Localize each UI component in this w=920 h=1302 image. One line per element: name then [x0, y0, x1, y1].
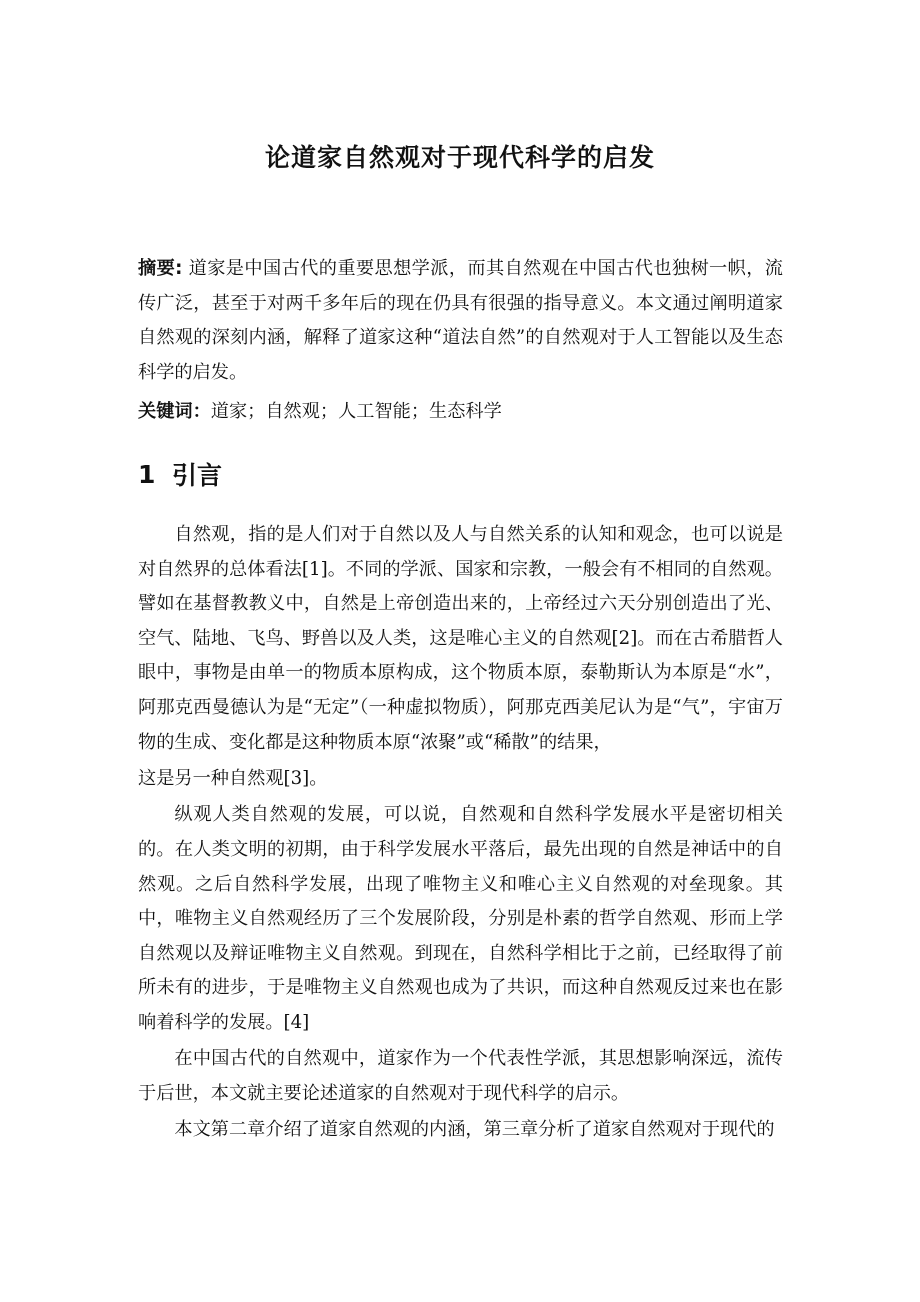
section-title: 引言 — [172, 461, 223, 490]
keywords-label: 关键词： — [138, 401, 211, 422]
body-text — [138, 518, 783, 1150]
section-number: 1 — [138, 459, 156, 489]
paragraph-3: 在中国古代的自然观中，道家作为一个代表性学派，其思想影响深远，流传于后世，本文就主要论述道家的自然观对于现代科学的启示。 — [138, 1048, 783, 1104]
paragraph-1-continuation: 这是另一种自然观[3]。 — [138, 767, 328, 789]
abstract — [138, 252, 783, 390]
keywords — [138, 395, 783, 430]
paragraph-4: 本文第二章介绍了道家自然观的内涵，第三章分析了道家自然观对于现代的 — [174, 1119, 775, 1141]
section-heading — [138, 456, 222, 492]
abstract-label: 摘要: — [138, 258, 183, 279]
paragraph-2: 纵观人类自然观的发展，可以说，自然观和自然科学发展水平是密切相关的。在人类文明的初期，由于科学发展水平落后，最先出现的自然是神话中的自然观。之后自然科学发展，出现了唯物主义和唯心主义自然观的对垒现象。其中，唯物主义自然观经历了三个发展阶段，分别是朴素的哲学自然观、形而上学自然观以及辩证唯物主义自然观。到现在，自然科学相比于之前，已经取得了前所未有的进步，于是唯物主义自然观也成为了共识，而这种自然观反过来也在影响着科学的发展。[4] — [138, 804, 783, 1033]
keywords-text: 道家；自然观；人工智能；生态科学 — [210, 401, 502, 422]
abstract-text: 道家是中国古代的重要思想学派，而其自然观在中国古代也独树一帜，流传广泛，甚至于对两千多年后的现在仍具有很强的指导意义。本文通过阐明道家自然观的深刻内涵，解释了道家这种“道法自然”的自然观对于人工智能以及生态科学的启发。 — [138, 258, 783, 383]
paragraph-1: 自然观，指的是人们对于自然以及人与自然关系的认知和观念，也可以说是对自然界的总体看法[1]。不同的学派、国家和宗教，一般会有不相同的自然观。譬如在基督教教义中，自然是上帝创造出来的，上帝经过六天分别创造出了光、空气、陆地、飞鸟、野兽以及人类，这是唯心主义的自然观[2]。而在古希腊哲人眼中，事物是由单一的物质本原构成，这个物质本原，泰勒斯认为本原是“水”，阿那克西曼德认为是“无定”（一种虚拟物质），阿那克西美尼认为是“气”，宇宙万物的生成、变化都是这种物质本原“浓聚”或“稀散”的结果， — [138, 524, 783, 753]
paper-title: 论道家自然观对于现代科学的启发 — [264, 143, 655, 172]
